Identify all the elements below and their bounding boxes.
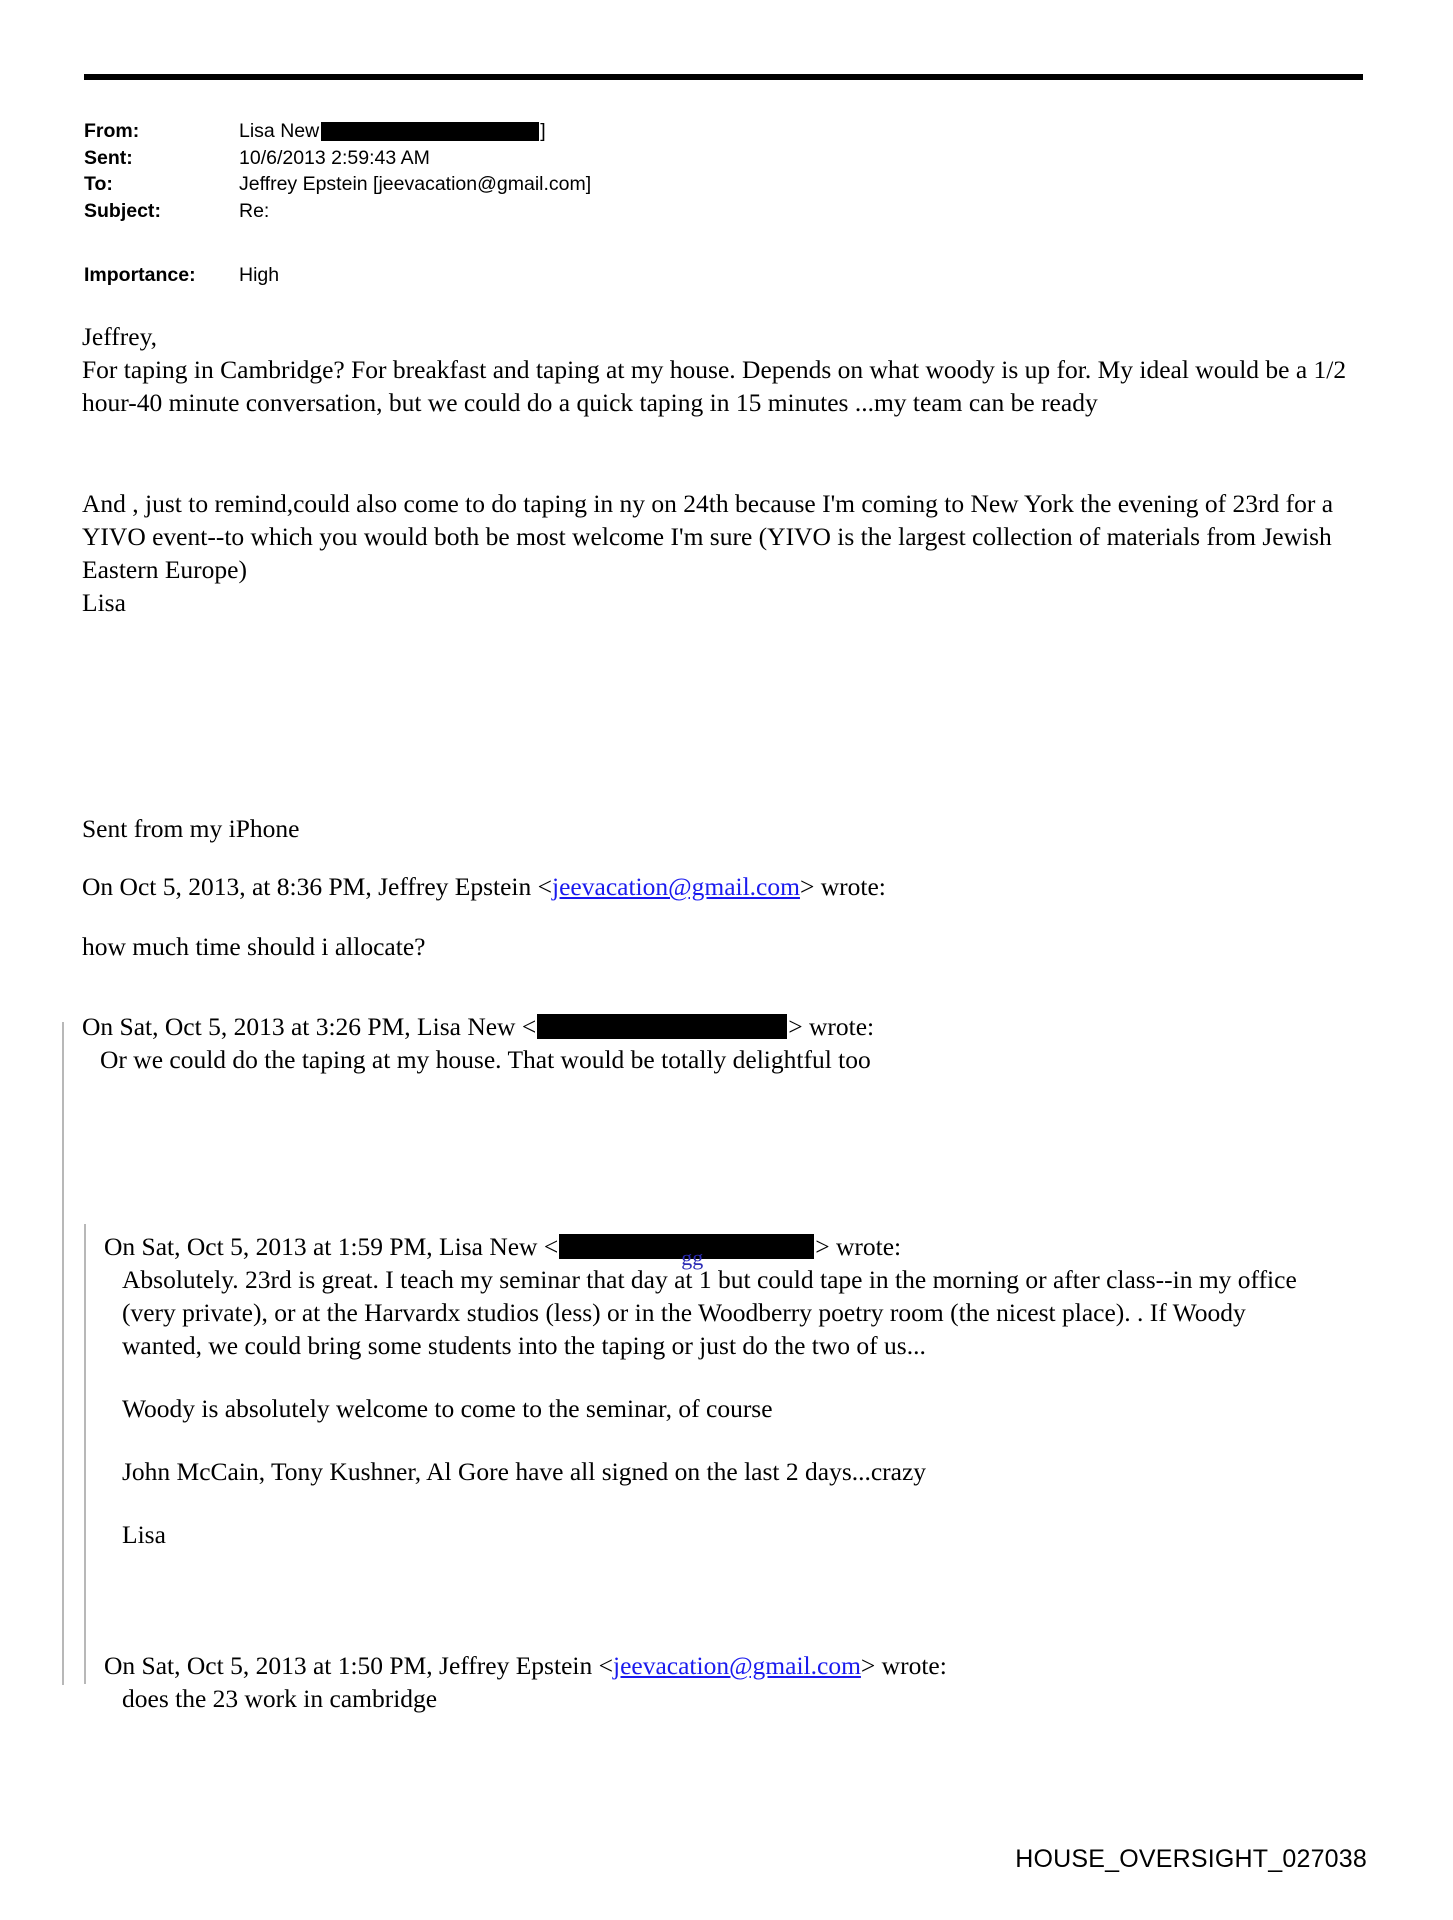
email-link[interactable]: jeevacation@gmail.com [552, 872, 800, 901]
sent-from-line: Sent from my iPhone [82, 814, 300, 843]
quote-1-attribution-prefix: On Oct 5, 2013, at 8:36 PM, Jeffrey Epstein < [82, 872, 553, 901]
quote-3-signature: Lisa [122, 1520, 166, 1549]
quote-1-text: how much time should i allocate? [82, 932, 426, 961]
redaction-bar [321, 122, 539, 141]
quote-2-attribution-suffix: > wrote: [788, 1012, 875, 1041]
message-body-top [82, 320, 1367, 419]
header-colon: : [106, 173, 113, 195]
header-label-to [84, 171, 239, 198]
header-label-importance-text: Importance [84, 264, 190, 286]
quote-2-text: Or we could do the taping at my house. That would be totally delightful too [100, 1045, 871, 1074]
header-colon: : [189, 264, 196, 286]
quote-2-attribution [82, 1010, 1372, 1043]
quote-3-paragraph-3: John McCain, Tony Kushner, Al Gore have all signed on the last 2 days...crazy [122, 1457, 927, 1486]
header-value-from [239, 118, 1284, 145]
redaction-bar [537, 1014, 787, 1039]
body-paragraph-1: For taping in Cambridge? For breakfast and taping at my house. Depends on what woody is up for. My ideal would be a 1/2 hour-40 minute conversation, but we could do a quick taping in 15 minutes ...my team can be ready [82, 355, 1347, 417]
header-row-sent [84, 145, 1284, 172]
header-label-to-text: To [84, 173, 107, 195]
quote-bar-level3 [84, 1224, 86, 1684]
quote-1-attribution [82, 870, 1332, 903]
email-link[interactable]: jeevacation@gmail.com [612, 1651, 861, 1680]
quote-3-attribution-prefix: On Sat, Oct 5, 2013 at 1:59 PM, Lisa New < [104, 1232, 559, 1261]
quote-bar-level2 [62, 1022, 64, 1685]
quote-1-attribution-suffix: > wrote: [799, 872, 886, 901]
quote-3-paragraph-1: Absolutely. 23rd is great. I teach my seminar that day at 1 but could tape in the morning or after class--in my office (very private), or at the Harvardx studios (less) or in the Woodberry poetry room (the nicest place). . If Woody wanted, we could bring some students into the taping or just do the two of us... [122, 1265, 1297, 1360]
header-from-bracket: ] [540, 120, 546, 142]
header-label-importance [84, 262, 239, 288]
header-label-from-text: From [84, 120, 133, 142]
header-value-importance: High [239, 264, 280, 286]
header-label-subject-text: Subject [84, 199, 155, 222]
quote-3-attribution-suffix: > wrote: [815, 1232, 902, 1261]
quote-2-attribution-prefix: On Sat, Oct 5, 2013 at 3:26 PM, Lisa New < [82, 1012, 537, 1041]
message-body-second [82, 487, 1367, 619]
header-value-sent: 10/6/2013 2:59:43 AM [239, 146, 430, 169]
redaction-bar [559, 1234, 814, 1270]
body-signature: Lisa [82, 588, 126, 617]
bates-stamp: HOUSE_OVERSIGHT_027038 [1015, 1845, 1367, 1873]
header-row-to [84, 171, 1284, 198]
redaction-peek: gg [681, 1245, 704, 1270]
quote-4-text: does the 23 work in cambridge [122, 1684, 438, 1713]
quote-4-attribution [104, 1649, 1374, 1682]
header-label-sent [84, 145, 239, 172]
header-label-subject [84, 198, 239, 225]
header-label-sent-text: Sent [84, 146, 127, 169]
header-row-subject [84, 198, 1284, 225]
header-row-from [84, 118, 1284, 145]
quote-2-block [82, 1010, 1372, 1076]
header-colon: : [132, 120, 140, 142]
quote-3-block [104, 1230, 1374, 1715]
body-greeting: Jeffrey, [82, 322, 158, 351]
body-paragraph-2: And , just to remind,could also come to do taping in ny on 24th because I'm coming to New York the evening of 23rd for a YIVO event--to which you would both be most welcome I'm sure (YIVO is the largest collection of materials from Jewish Eastern Europe) [82, 489, 1334, 584]
header-label-from [84, 118, 239, 145]
quote-4-attribution-suffix: > wrote: [860, 1651, 947, 1680]
header-rule [84, 74, 1363, 80]
quote-4-attribution-prefix: On Sat, Oct 5, 2013 at 1:50 PM, Jeffrey Epstein < [104, 1651, 613, 1680]
header-colon: : [126, 146, 133, 169]
header-value-from-text: Lisa New [239, 120, 320, 142]
header-colon: : [154, 199, 161, 222]
quote-3-paragraph-2: Woody is absolutely welcome to come to the seminar, of course [122, 1394, 773, 1423]
header-row-importance [84, 262, 1284, 288]
header-value-to: Jeffrey Epstein [jeevacation@gmail.com] [239, 173, 592, 195]
email-header-block [84, 118, 1284, 224]
header-value-subject: Re: [239, 199, 270, 222]
quote-3-attribution [104, 1230, 1374, 1270]
